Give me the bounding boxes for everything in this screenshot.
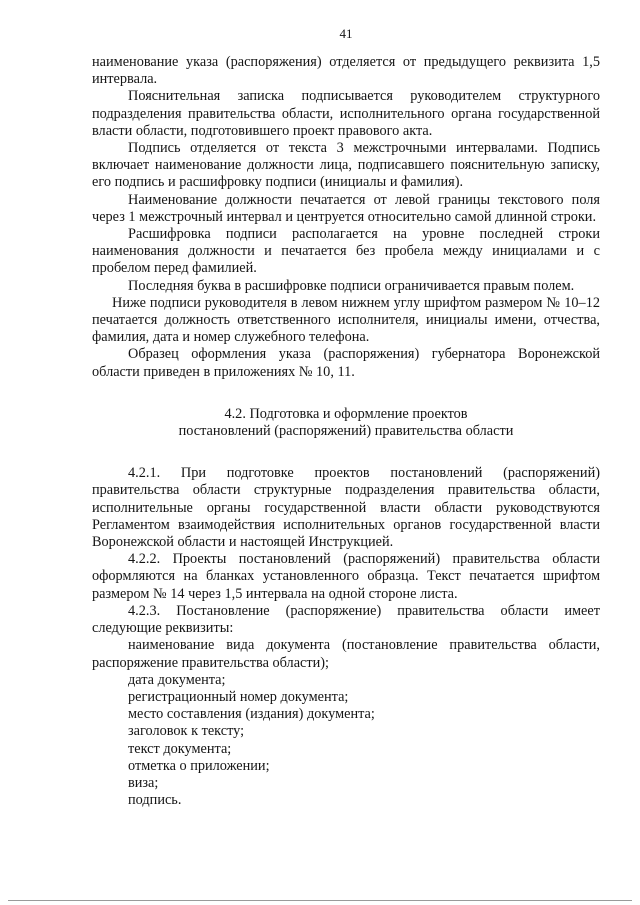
paragraph-sample: Образец оформления указа (распоряжения) губернатора Воронежской области приведен в приложениях № 10, 11. [92,346,600,380]
paragraph-signature: Подпись отделяется от текста 3 межстрочными интервалами. Подпись включает наименование должности лица, подписавшего пояснительную записку, его подпись и расшифровку подписи (инициалы и фамилия). [92,140,600,191]
paragraph-continuation: наименование указа (распоряжения) отделяется от предыдущего реквизита 1,5 интервала. [92,54,600,88]
paragraph-executor: Ниже подписи руководителя в левом нижнем углу шрифтом размером № 10–12 печатается должность ответственного исполнителя, инициалы имени, отчества, фамилия, дата и номер служебного телефона. [92,294,600,346]
section-heading-line2: постановлений (распоряжений) правительства области [178,423,514,440]
requisite-item: наименование вида документа (постановление правительства области, распоряжение правительства области); [92,637,600,671]
requisite-item: подпись. [128,792,182,809]
paragraph-explanatory-note: Пояснительная записка подписывается руководителем структурного подразделения правительства области, исполнительного органа государственной власти области, подготовившего проект правового акта. [92,88,600,139]
requisite-item: регистрационный номер документа; [128,688,349,705]
requisite-item: отметка о приложении; [128,757,270,774]
section-heading [92,406,600,440]
page-number: 41 [339,26,353,41]
paragraph-last-letter: Последняя буква в расшифровке подписи ограничивается правым полем. [128,277,575,294]
requisite-item: текст документа; [128,740,232,757]
paragraph-4-2-2: 4.2.2. Проекты постановлений (распоряжений) правительства области оформляются на бланках установленного образца. Текст печатается шрифтом размером № 14 через 1,5 интервала на одной стороне листа. [92,551,600,602]
requisite-item: заголовок к тексту; [128,723,245,740]
requisite-item: виза; [128,774,159,791]
requisite-item: место составления (издания) документа; [128,706,375,723]
paragraph-position-title: Наименование должности печатается от левой границы текстового поля через 1 межстрочный интервал и центруется относительно самой длинной строки. [92,191,600,225]
section-heading-line1: 4.2. Подготовка и оформление проектов [224,405,468,422]
paragraph-signature-decoding: Расшифровка подписи располагается на уровне последней строки наименования должности и печатается без пробела между инициалами и с пробелом перед фамилией. [92,226,600,277]
page-bottom-rule [8,900,632,901]
paragraph-4-2-3: 4.2.3. Постановление (распоряжение) правительства области имеет следующие реквизиты: [92,602,600,637]
paragraph-4-2-1: 4.2.1. При подготовке проектов постановлений (распоряжений) правительства области структурные подразделения правительства области, исполнительные органы государственной власти области руководствуются Регламентом взаимодействия исполнительных органов государственной власти Воронежской области и настоящей Инструкцией. [92,465,600,551]
requisite-item: дата документа; [128,671,226,688]
